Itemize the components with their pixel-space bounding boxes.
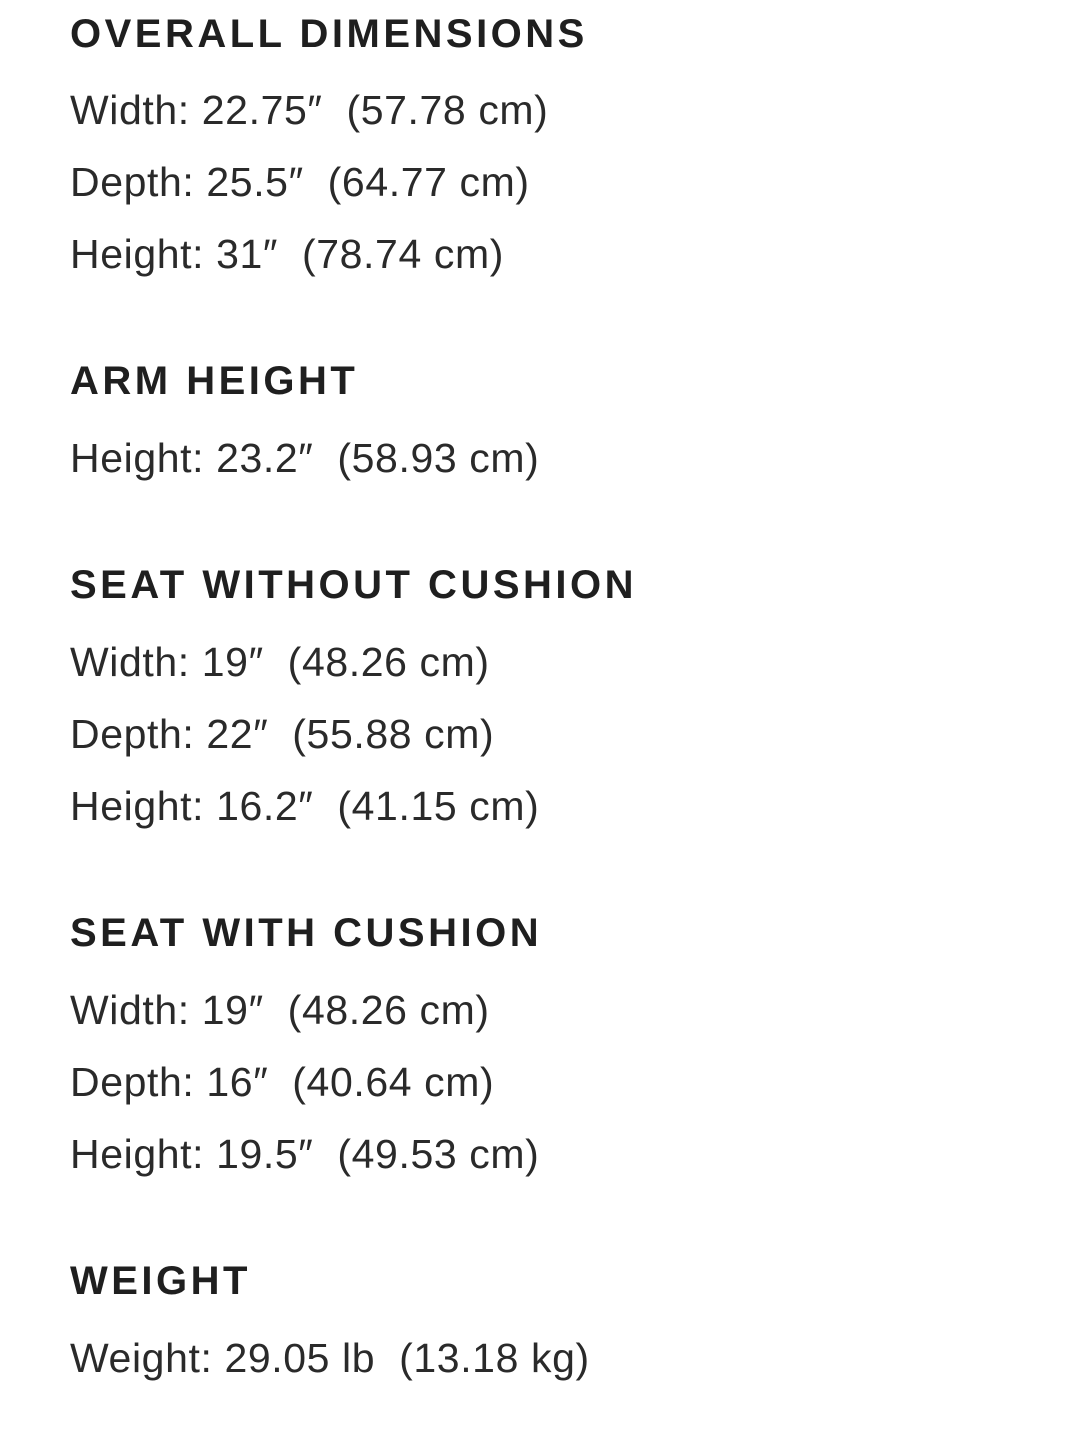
spec-row-seat-with-cushion-width: Width: 19″ (48.26 cm) — [70, 987, 490, 1033]
section-heading-arm-height: ARM HEIGHT — [70, 359, 359, 403]
section-heading-overall-dimensions: OVERALL DIMENSIONS — [70, 12, 588, 56]
spec-row-arm-height: Height: 23.2″ (58.93 cm) — [70, 435, 540, 481]
spec-row-overall-depth: Depth: 25.5″ (64.77 cm) — [70, 159, 530, 205]
spec-row-weight: Weight: 29.05 lb (13.18 kg) — [70, 1335, 590, 1381]
spec-row-seat-without-cushion-depth: Depth: 22″ (55.88 cm) — [70, 711, 495, 757]
section-heading-seat-without-cushion: SEAT WITHOUT CUSHION — [70, 563, 638, 607]
spec-row-seat-without-cushion-width: Width: 19″ (48.26 cm) — [70, 639, 490, 685]
section-heading-seat-with-cushion: SEAT WITH CUSHION — [70, 911, 543, 955]
spec-row-seat-without-cushion-height: Height: 16.2″ (41.15 cm) — [70, 783, 540, 829]
spec-row-seat-with-cushion-depth: Depth: 16″ (40.64 cm) — [70, 1059, 495, 1105]
spec-row-seat-with-cushion-height: Height: 19.5″ (49.53 cm) — [70, 1131, 540, 1177]
spec-row-overall-height: Height: 31″ (78.74 cm) — [70, 231, 504, 277]
spec-row-overall-width: Width: 22.75″ (57.78 cm) — [70, 87, 549, 133]
section-heading-weight: WEIGHT — [70, 1259, 251, 1303]
